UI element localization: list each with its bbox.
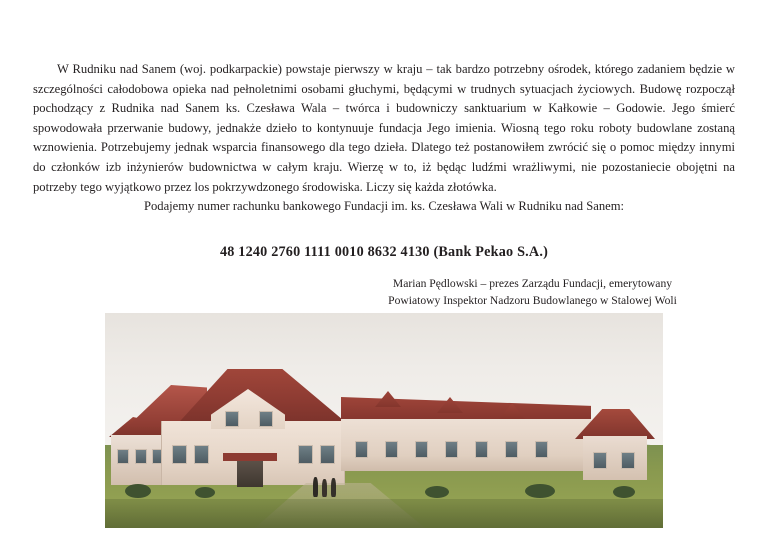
window [475, 441, 488, 458]
shrub [525, 484, 555, 498]
shrub [125, 484, 151, 498]
right-pavilion-building [575, 409, 655, 487]
window [172, 445, 187, 464]
appeal-paragraph: W Rudniku nad Sanem (woj. podkarpackie) powstaje pierwszy w kraju – tak bardzo potrzebny ośrodek, którego zadaniem będzie w szczególności całodobowa opieka nad pełnoletnimi osobami głuchymi, będącymi w trudnych sytuacjach życiowych. Budowę rozpoczął pochodzący z Rudnika nad Sanem ks. Czesława Wala – twórca i budowniczy sanktuarium w Kałkowie – Godowie. Jego śmierć spowodowała przerwanie budowy, jednakże dzieło to kontynuuje fundacja Jego imienia. Wiosną tego roku roboty budowlane zostaną wznowienia. Potrzebujemy jednak wsparcia finansowego dla tego dzieła. Dlatego też postanowiłem zwrócić się o pomoc między innymi do członków izb inżynierów budownictwa w całym kraju. Wierzę w to, iż będąc ludźmi wrażliwymi, nie pozostaniecie obojętni na potrzeby tego wyjątkowo przez los pokrzywdzonego środowiska. Liczy się każda złotówka. [33, 62, 735, 194]
person-figure [322, 479, 327, 497]
entrance-door [237, 461, 263, 487]
window [415, 441, 428, 458]
appeal-body [33, 60, 735, 217]
window [194, 445, 209, 464]
right-wing-building [341, 397, 591, 487]
window [535, 441, 548, 458]
window [445, 441, 458, 458]
window [505, 441, 518, 458]
window [298, 445, 313, 464]
person-figure [313, 477, 318, 497]
shrub [613, 486, 635, 498]
account-intro: Podajemy numer rachunku bankowego Fundacji im. ks. Czesława Wali w Rudniku nad Sanem: [143, 199, 625, 214]
window [259, 411, 273, 427]
main-building [153, 369, 349, 487]
window [621, 452, 635, 469]
window [135, 449, 147, 464]
window [117, 449, 129, 464]
pavilion-wall [583, 436, 647, 480]
person-figure [331, 478, 336, 497]
signature-line-1: Marian Pędlowski – prezes Zarządu Fundacji, emerytowany [392, 277, 673, 290]
window [355, 441, 368, 458]
window [593, 452, 607, 469]
foreground-shadow [105, 499, 663, 528]
shrub [195, 487, 215, 498]
window [385, 441, 398, 458]
people-figures [311, 471, 341, 497]
pavilion-roof [575, 409, 655, 439]
signature-line-2: Powiatowy Inspektor Nadzoru Budowlanego w Stalowej Woli [388, 293, 677, 307]
window [320, 445, 335, 464]
shrub [425, 486, 449, 498]
building-rendering-image [105, 313, 663, 528]
signature-block [330, 276, 735, 309]
bank-account-number: 48 1240 2760 1111 0010 8632 4130 (Bank Pekao S.A.) [219, 244, 549, 260]
window [225, 411, 239, 427]
wing-wall [341, 419, 591, 471]
entrance-canopy [223, 453, 277, 461]
